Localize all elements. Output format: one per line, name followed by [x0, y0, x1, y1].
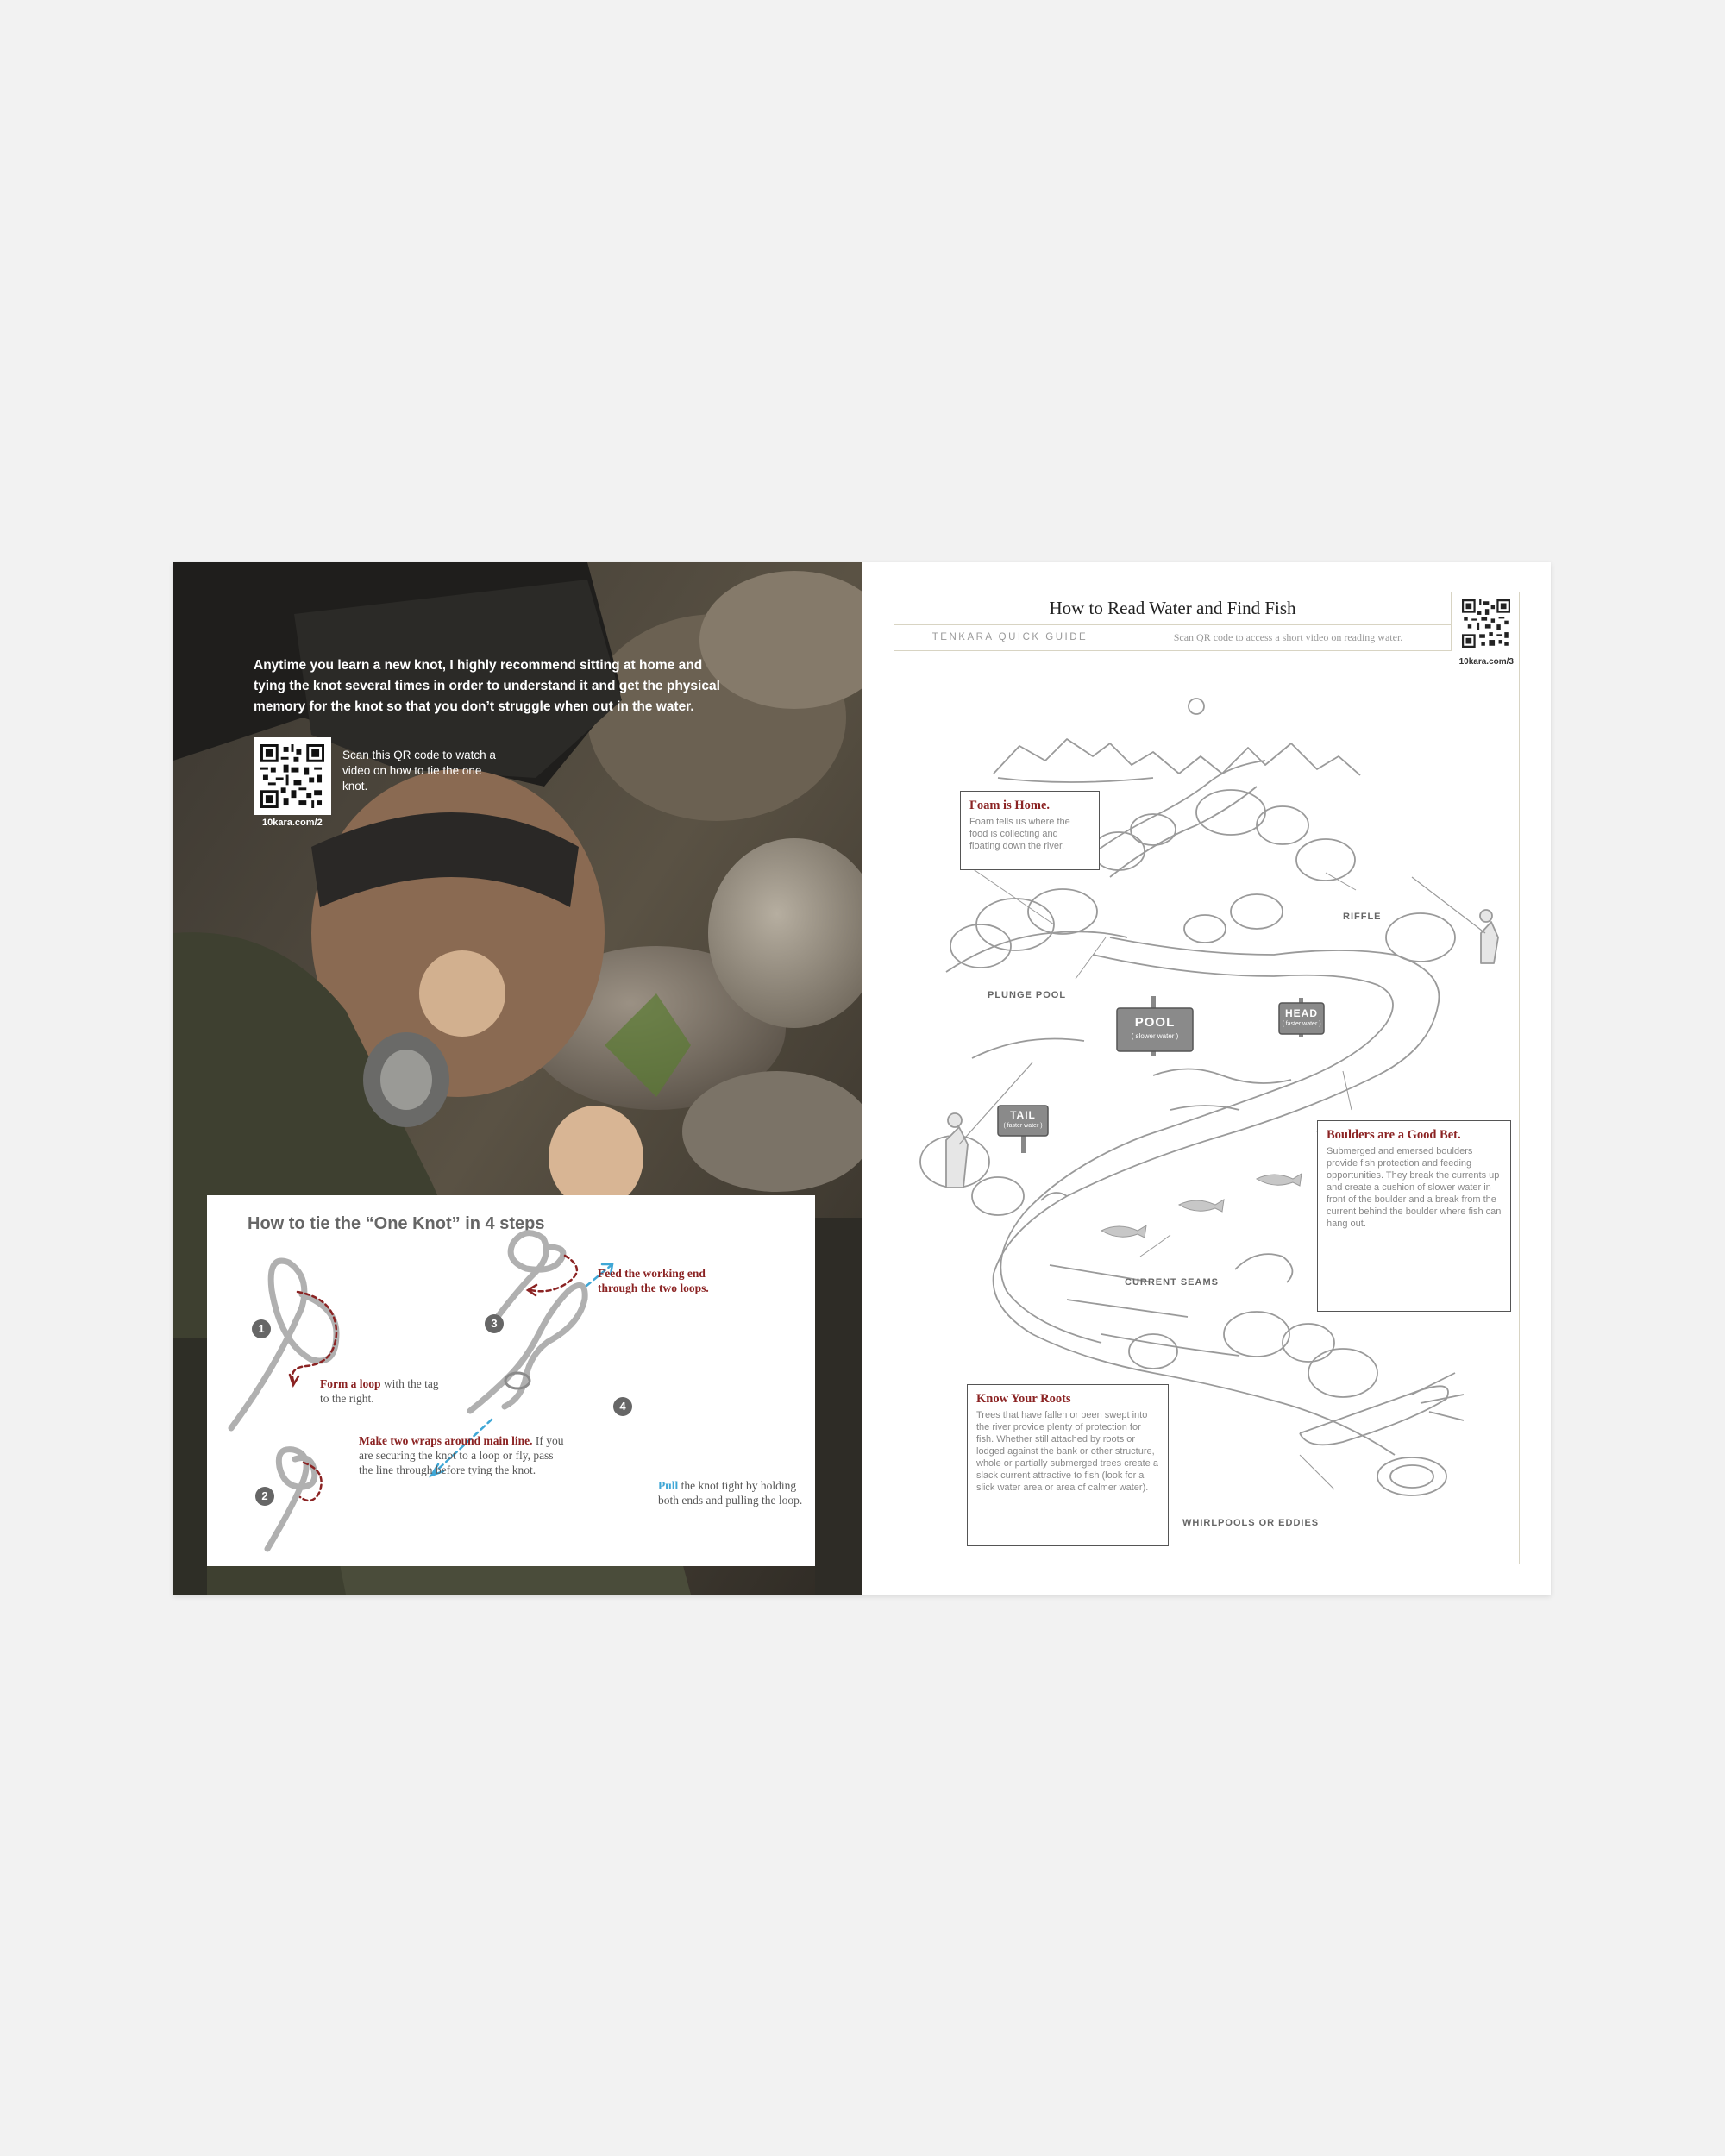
label-tail: TAIL: [1010, 1109, 1036, 1121]
knot-title: How to tie the “One Knot” in 4 steps: [248, 1214, 545, 1233]
step-1-body: with the tag to the right.: [320, 1377, 439, 1405]
knot-instructions-panel: [207, 1195, 815, 1566]
label-head: HEAD: [1284, 1007, 1318, 1019]
booklet-spread: [173, 562, 1551, 1595]
label-current-seams: CURRENT SEAMS: [1125, 1277, 1219, 1288]
qr-url-right[interactable]: 10kara.com/3: [1458, 657, 1514, 667]
step-4-highlight: Pull: [658, 1479, 679, 1492]
guide-title: How to Read Water and Find Fish: [1049, 598, 1296, 618]
knot-video-qr-code[interactable]: [254, 737, 331, 815]
label-pool: POOL: [1134, 1015, 1176, 1030]
qr-code-icon: [260, 744, 324, 808]
callout-boulders: [1317, 1120, 1511, 1312]
step-4-text: [658, 1478, 805, 1507]
step-4-body: the knot tight by holding both ends and pulling the loop.: [658, 1479, 803, 1507]
callout-boulders-text: Submerged and emersed boulders provide fish protection and feeding opportunities. They break the currents up and create a cushion of slower water in front of the boulder and a break from the current behind the boulder where fish can hang out.: [1327, 1146, 1502, 1229]
qr-code-icon: [1462, 599, 1510, 648]
callout-roots: [967, 1384, 1169, 1546]
step-2-highlight: Make two wraps around main line.: [359, 1434, 533, 1447]
guide-subtitle-left: TENKARA QUICK GUIDE: [894, 625, 1126, 649]
guide-subtitle-row: [894, 624, 1451, 651]
step-1-highlight: Form a loop: [320, 1377, 381, 1390]
callout-foam-text: Foam tells us where the food is collecting and floating down the river.: [969, 817, 1070, 851]
step-2-badge: 2: [255, 1487, 274, 1506]
step-3-badge: 3: [485, 1314, 504, 1333]
qr-caption: Scan this QR code to watch a video on how to tie the one knot.: [342, 749, 496, 793]
label-pool-sub: ( slower water ): [1131, 1032, 1179, 1040]
step-3-highlight: Feed the working end through the two loops.: [598, 1267, 709, 1294]
step-1-badge: 1: [252, 1319, 271, 1338]
label-whirlpools: WHIRLPOOLS OR EDDIES: [1182, 1518, 1320, 1528]
reading-water-qr-code[interactable]: [1451, 592, 1521, 651]
step-2-body: If you are securing the knot to a loop or fly, pass the line through before tying the knot.: [359, 1434, 564, 1476]
intro-paragraph: Anytime you learn a new knot, I highly recommend sitting at home and tying the knot several times in order to understand it and get the physical memory for the knot so that you don’t struggle when out in the water.: [254, 658, 720, 714]
qr-url[interactable]: 10kara.com/2: [262, 818, 323, 828]
left-page: [173, 562, 862, 1595]
step-3-text: [598, 1266, 744, 1295]
knot-diagrams: [207, 1195, 815, 1566]
step-4-badge: 4: [613, 1397, 632, 1416]
label-head-sub: ( faster water ): [1282, 1021, 1321, 1027]
step-1-text: [320, 1376, 449, 1406]
callout-boulders-title: Boulders are a Good Bet.: [1327, 1128, 1461, 1142]
quick-guide-frame: [894, 592, 1520, 1564]
callout-roots-text: Trees that have fallen or been swept into the river provide plenty of protection for fish. Whether still attached by roots or lodged against the bank or other structure, whole or partially submerged trees create a slack current attractive to fish (look for a slick water area or area of calmer water).: [976, 1410, 1158, 1493]
label-plunge-pool: PLUNGE POOL: [988, 990, 1067, 1000]
callout-roots-title: Know Your Roots: [976, 1392, 1071, 1406]
label-riffle: RIFFLE: [1343, 912, 1382, 922]
callout-foam-title: Foam is Home.: [969, 799, 1051, 812]
callout-foam: [960, 791, 1100, 870]
label-tail-sub: ( faster water ): [1003, 1123, 1043, 1129]
step-2-text: [359, 1433, 566, 1477]
guide-subtitle-right: Scan QR code to access a short video on reading water.: [1173, 631, 1403, 643]
right-page: [862, 562, 1551, 1595]
